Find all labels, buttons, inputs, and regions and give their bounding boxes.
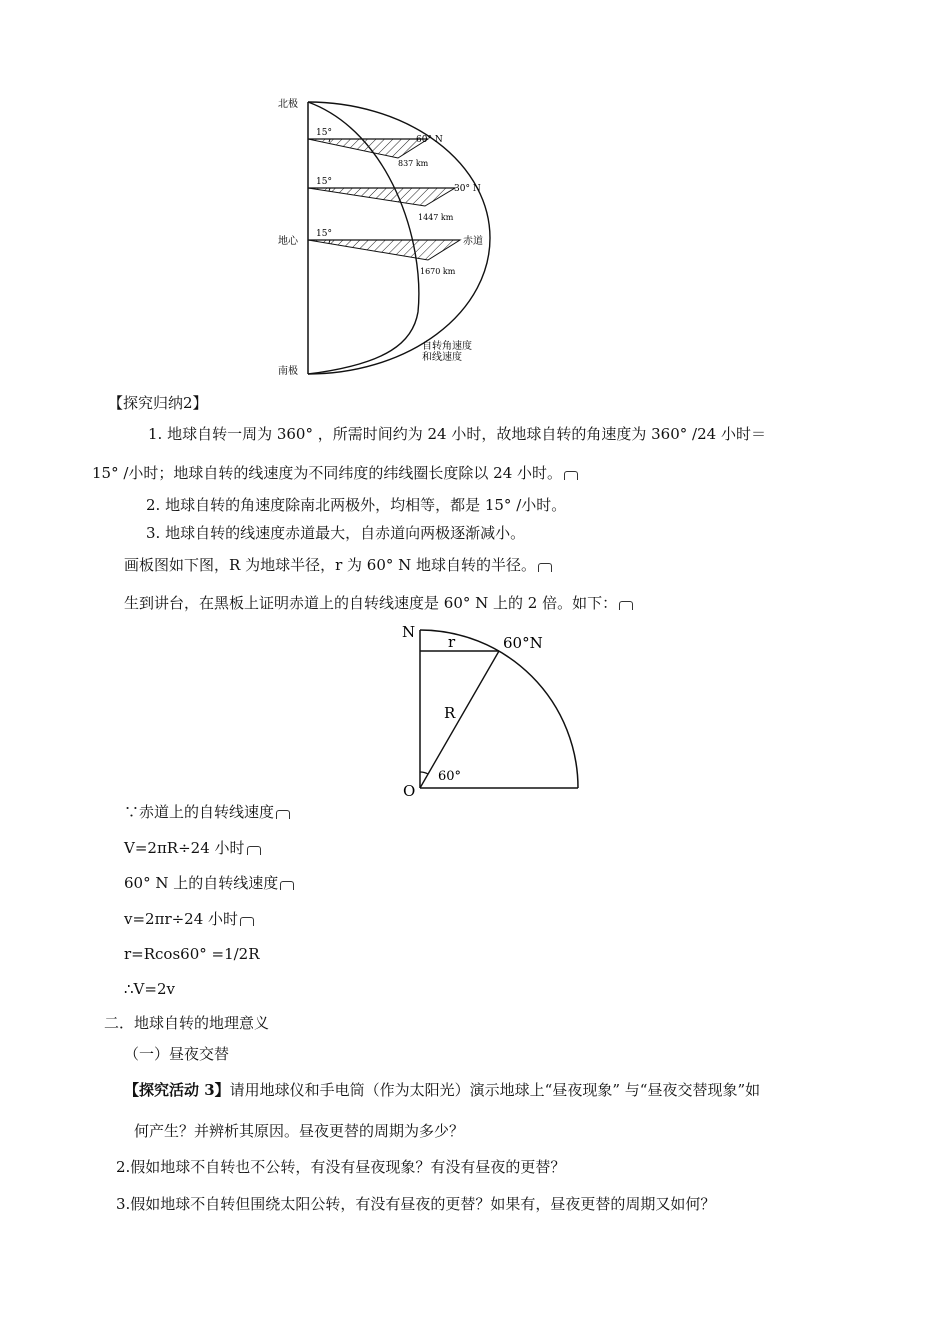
proof-line-6: ∴V=2v xyxy=(124,980,175,998)
hatch-30n xyxy=(308,188,455,206)
paragraph-mark-icon xyxy=(280,881,294,890)
item-1-line-2-text: 15° /小时；地球自转的线速度为不同纬度的纬线圈长度除以 24 小时。 xyxy=(92,464,563,482)
hatch-60n xyxy=(308,139,428,158)
item-1-line-2 xyxy=(92,463,578,483)
angle-label-30n: 15° xyxy=(316,177,332,187)
section-2-title: 二．地球自转的地理意义 xyxy=(104,1014,270,1032)
paragraph-mark-icon xyxy=(247,846,261,855)
proof-line-3 xyxy=(124,873,294,893)
equator-label: 赤道 xyxy=(463,236,483,247)
south-pole-label: 南极 xyxy=(278,366,298,377)
o-label: O xyxy=(403,782,416,800)
activity-line-1-text: 请用地球仪和手电筒（作为太阳光）演示地球上“昼夜现象” 与“昼夜交替现象”如 xyxy=(229,1081,761,1099)
item-2: 2. 地球自转的角速度除南北两极外，均相等，都是 15° /小时。 xyxy=(146,496,567,514)
proof-line-5: r=Rcos60° =1/2R xyxy=(124,945,260,963)
paragraph-mark-icon xyxy=(538,563,552,572)
figure-caption-line2: 和线速度 xyxy=(422,352,462,363)
board-line xyxy=(124,555,552,575)
speed-equator-label: 1670 km xyxy=(420,267,456,276)
lat-30n-label: 30° N xyxy=(454,184,481,194)
activity-label: 【探究活动 3】 xyxy=(124,1081,230,1099)
paragraph-mark-icon xyxy=(619,601,633,610)
proof-line-4-text: v=2πr÷24 小时 xyxy=(124,910,239,928)
figure-caption-line1: 自转角速度 xyxy=(422,341,472,352)
center-label: 地心 xyxy=(278,236,298,247)
board-line-text: 画板图如下图，R 为地球半径，r 为 60° N 地球自转的半径。 xyxy=(124,556,537,574)
quarter-circle-diagram xyxy=(398,620,583,800)
r-big-label: R xyxy=(444,704,456,722)
paragraph-mark-icon xyxy=(276,810,290,819)
hatch-equator xyxy=(308,240,460,260)
angle-label-equator: 15° xyxy=(316,229,332,239)
speed-30n-label: 1447 km xyxy=(418,213,454,222)
proof-line-1 xyxy=(124,802,290,822)
angle-label-60n: 15° xyxy=(316,128,332,138)
r-small-label: r xyxy=(448,633,456,651)
n-label: N xyxy=(402,623,416,641)
subsection-1-title: （一）昼夜交替 xyxy=(124,1045,230,1063)
speed-60n-label: 837 km xyxy=(398,159,429,168)
proof-line-4 xyxy=(124,909,254,929)
proof-intro-text: 生到讲台，在黑板上证明赤道上的自转线速度是 60° N 上的 2 倍。如下： xyxy=(124,594,618,612)
proof-line-2-text: V=2πR÷24 小时 xyxy=(124,839,245,857)
item-3: 3. 地球自转的线速度赤道最大，自赤道向两极逐渐减小。 xyxy=(146,524,526,542)
activity-line-1 xyxy=(124,1080,760,1100)
paragraph-mark-icon xyxy=(240,917,254,926)
rotation-speed-diagram xyxy=(270,92,495,382)
paragraph-mark-icon xyxy=(564,471,578,480)
section-heading: 【探究归纳2】 xyxy=(108,394,208,412)
proof-line-3-text: 60° N 上的自转线速度 xyxy=(124,874,279,892)
question-2: 2.假如地球不自转也不公转，有没有昼夜现象？有没有昼夜的更替？ xyxy=(116,1158,566,1176)
item-1-line-1: 1. 地球自转一周为 360° ，所需时间约为 24 小时，故地球自转的角速度为 360° /24 小时＝ xyxy=(148,425,766,443)
angle-label: 60° xyxy=(438,769,462,784)
proof-line-1-text: ∵赤道上的自转线速度 xyxy=(124,803,275,821)
north-pole-label: 北极 xyxy=(278,99,298,110)
lat-label: 60°N xyxy=(503,634,543,652)
lat-60n-label: 60° N xyxy=(416,135,443,145)
proof-intro xyxy=(124,593,633,613)
activity-line-2: 何产生？并辨析其原因。昼夜更替的周期为多少？ xyxy=(134,1122,465,1140)
proof-line-2 xyxy=(124,838,261,858)
question-3: 3.假如地球不自转但围绕太阳公转，有没有昼夜的更替？如果有，昼夜更替的周期又如何？ xyxy=(116,1195,716,1213)
